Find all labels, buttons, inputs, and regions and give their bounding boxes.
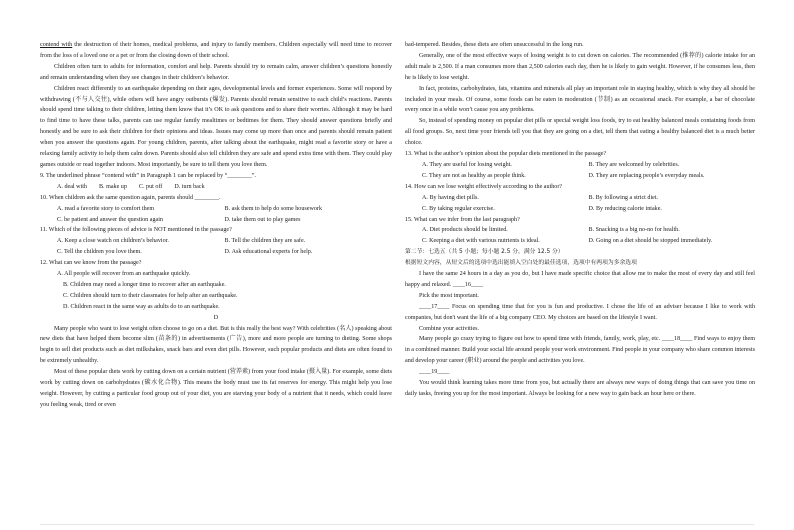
question-13-options: [405, 160, 755, 171]
left-column: [40, 40, 392, 411]
option-a: A. deal with: [57, 183, 87, 190]
right-column: [405, 40, 755, 400]
option-c: C. They are not as healthy as people think.: [422, 172, 526, 179]
option-d: D. Going on a diet should be stopped immediately.: [588, 238, 713, 245]
option-c: C. Tell the children you love them.: [57, 249, 142, 256]
option-c: C. be patient and answer the question again: [57, 216, 163, 223]
passage-paragraph: contend with the destruction of their homes, medical problems, and injury to family members. Children especially will need time to recover from the loss of a loved one or a pet or from the closing down of their school.: [40, 42, 392, 59]
option-c: C. put off: [138, 183, 163, 190]
question-11: 11. Which of the following pieces of advice is NOT mentioned in the passage?: [40, 227, 232, 234]
question-13-options: [405, 171, 755, 182]
passage-paragraph: I have the same 24 hours in a day as you do, but I have made specific choice that allow me to make the most of every day and still feel happy and relaxed. ____16____: [405, 271, 755, 288]
question-10-options: [40, 215, 392, 226]
blank-19: ____19____: [419, 369, 450, 376]
passage-heading: Combine your activities.: [419, 325, 480, 332]
question-11-options: [40, 236, 392, 247]
question-10-options: [40, 204, 392, 215]
question-13: 13. What is the author’s opinion about the popular diets mentioned in the passage?: [405, 151, 607, 158]
option-a: A. By having diet pills.: [422, 194, 479, 201]
option-b: B. Snacking is a big no-no for health.: [588, 227, 680, 234]
option-b: B. ask them to help do some housework: [224, 205, 322, 212]
option-b: B. Children may need a longer time to recover after an earthquake.: [63, 281, 226, 288]
passage-paragraph: So, instead of spending money on popular diet pills or special weight loss foods, try to eat healthy balanced meals containing foods from all food groups. So, next time your friends tell you that they are going on a diet, tell them that eating a healthy balanced diet is a much better choice.: [405, 118, 755, 147]
passage-paragraph: You would think learning takes more time from you, but actually there are always new ways of doing things that can save you time on daily tasks, freeing you up for the most important. Always be looking for a new way to gain back an hour here or there.: [405, 380, 755, 397]
question-15-options: [405, 236, 755, 247]
question-14-options: [405, 193, 755, 204]
option-b: B. Tell the children they are safe.: [224, 238, 306, 245]
passage-paragraph: ____17____ Focus on spending time that for you is fun and productive. I chose the life of an adviser because I like to work with companies, but don't want the life of a big company CEO. My choices are based on the lifestyle I want.: [405, 303, 755, 321]
option-d: D. By reducing calorie intake.: [588, 205, 662, 212]
passage-paragraph: bad-tempered. Besides, these diets are often unsuccessful in the long run.: [405, 42, 584, 48]
option-a: A. All people will recover from an earthquake quickly.: [57, 271, 191, 278]
question-9-options: [40, 182, 392, 193]
passage-paragraph: In fact, proteins, carbohydrates, fats, vitamins and minerals all play an important role in staying healthy, which is why they all should be included in your meals. Of course, some foods can be eaten in moderation (节制) as an occasional snack. For example, a bar of chocolate every once in a while won’t cause you any problems.: [405, 85, 755, 114]
option-d: D. take them out to play games: [224, 216, 301, 223]
option-d: D. Ask educational experts for help.: [224, 249, 313, 256]
option-b: B. They are welcomed by celebrities.: [588, 161, 680, 168]
section-title: 第二节：七选五（共 5 小题；每小题 2.5 分，满分 12.5 分）: [405, 249, 564, 256]
option-a: A. Diet products should be limited.: [422, 227, 508, 234]
section-instructions: 根据短文内容，从短文后的选项中选出能填入空白处的最佳选项，选项中有两项为多余选项: [405, 260, 637, 267]
question-12-options: [40, 269, 392, 313]
question-9: 9. The underlined phrase “contend with” in Paragraph 1 can be replaced by “________”.: [40, 172, 256, 179]
option-b: B. make up: [98, 183, 127, 190]
option-a: A. They are useful for losing weight.: [422, 161, 512, 168]
question-14-options: [405, 204, 755, 215]
option-a: A. Keep a close watch on children’s behavior.: [57, 238, 169, 245]
question-14: 14. How can we lose weight effectively according to the author?: [405, 183, 563, 190]
underlined-phrase: contend with: [40, 42, 73, 48]
page-divider: [40, 524, 754, 525]
passage-paragraph: Generally, one of the most effective ways of losing weight is to cut down on calories. The recommended (推荐的) calorie intake for an adult male is 2,500. If a man consumes more than 2,500 calories each day, then he is likely to gain weight. However, if he consumes less, then he is likely to lose weight.: [405, 52, 755, 81]
question-10: 10. When children ask the same question again, parents should ________.: [40, 194, 221, 201]
question-11-options: [40, 247, 392, 258]
passage-paragraph: Most of these popular diets work by cutting down on a certain nutrient (营养素) from your food intake (摄入量). For example, some diets work by cutting down on carbohydrates (碳水化合物). This means the body must use its fat reserves for energy. This might help you lose weight. However, by cutting a particular food group out of your diet, you are starving your body of a nutrient that it needs, which could leave you feeling weak, tired or even: [40, 369, 392, 408]
option-c: C. Keeping a diet with various nutrients is ideal.: [422, 238, 540, 245]
question-12: 12. What can we know from the passage?: [40, 260, 142, 267]
option-d: D. turn back: [174, 183, 205, 190]
option-b: B. By following a strict diet.: [588, 194, 659, 201]
option-d: D. Children react in the same way as adults do to an earthquake.: [63, 303, 220, 310]
option-c: C. By taking regular exercise.: [422, 205, 495, 212]
passage-heading: Pick the most important.: [419, 292, 479, 299]
passage-paragraph: Children react differently to an earthquake depending on their ages, developmental levels and former experiences. Some will respond by withdrawing (不与人交往), while others will have angry outbursts (爆发). Parents should remain sensitive to each child’s reactions. Parents should spend time talking to their children, letting them know that it’s OK to ask questions and to share their worries. Although it may be hard to find time to have these talks, parents can use regular family mealtimes or bedtimes for them. They should answer questions briefly and honestly and be sure to ask their children for their opinions and ideas. Issues may come up more than once and parents should remain patient when you answer the questions again. For young children, parents, after talking about the earthquake, might read a favorite story or have a relaxing family activity to help them calm down. Parents should also tell children they are safe and spend extra time with them. They could play games outside or read together indoors. Most importantly, be sure to tell them you love them.: [40, 85, 392, 168]
passage-label: D: [213, 314, 219, 321]
option-a: A. read a favorite story to comfort them: [57, 205, 155, 212]
option-c: C. Children should turn to their classmates for help after an earthquake.: [63, 292, 238, 299]
question-15-options: [405, 225, 755, 236]
passage-paragraph: Many people who want to lose weight often choose to go on a diet. But is this really the best way? With celebrities (名人) speaking about new diets that have helped them become slim (苗条的) in advertisements (广告), more and more people are turning to dieting. Some shops begin to sell diet products such as diet milkshakes, snack bars and even diet pills. However, such popular products and diets are often found to be extremely unhealthy.: [40, 325, 392, 365]
passage-paragraph: Children often turn to adults for information, comfort and help. Parents should try to remain calm, answer children’s questions honestly and remain understanding when they see changes in their children’s behavior.: [40, 63, 392, 81]
question-15: 15. What can we infer from the last paragraph?: [405, 216, 520, 223]
passage-paragraph: Many people go crazy trying to figure out how to spend time with friends, family, work, play, etc. ____18____ Find ways to enjoy them in a combined manner. Build your social life around people your work environment. Find people in your company who share common interests and develop your career (职业) around the people and activities you love.: [405, 336, 755, 365]
option-d: D. They are replacing people’s everyday meals.: [588, 172, 705, 179]
